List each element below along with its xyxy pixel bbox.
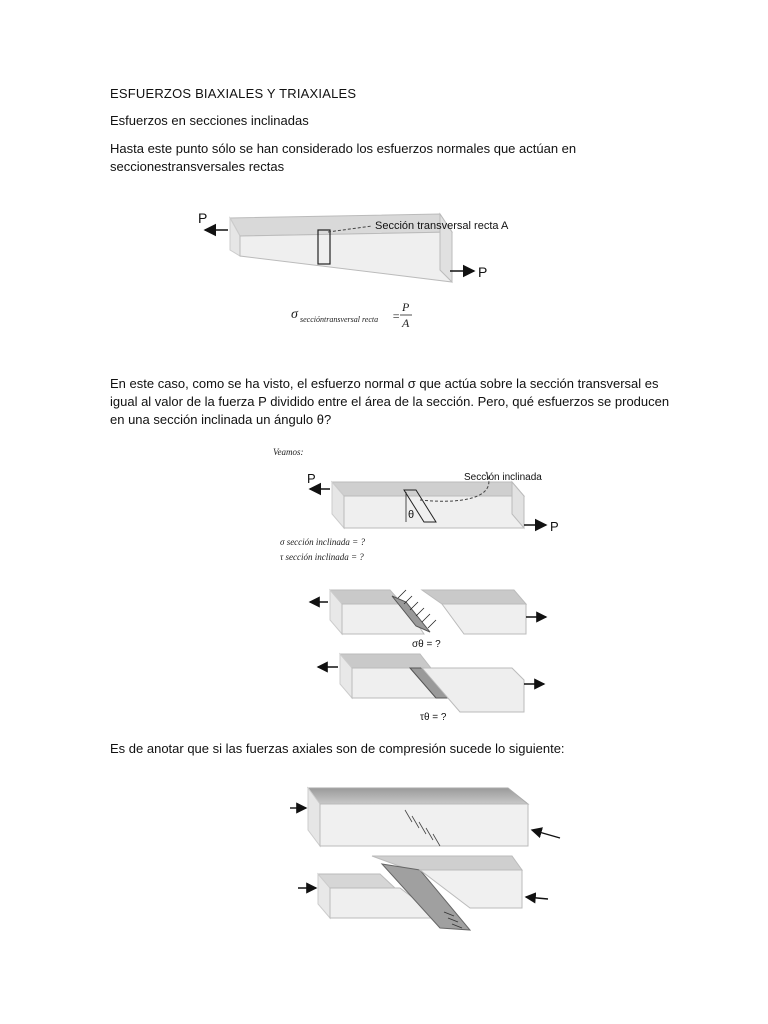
paragraph-compression: Es de anotar que si las fuerzas axiales son de compresión sucede lo siguiente: <box>110 741 565 756</box>
angle-label: θ <box>408 509 415 521</box>
paragraph-explanation: En este caso, como se ha visto, el esfuerzo normal σ que actúa sobre la sección transversal es igual al valor de la fuerza P dividido entre el área de la sección. Pero, qué esfuerzos se producen en una sección inclinada un ángulo θ? <box>110 376 670 427</box>
equation-equals: = <box>392 309 401 323</box>
equation-sigma: σ <box>291 307 298 322</box>
section-subtitle: Esfuerzos en secciones inclinadas <box>110 113 309 128</box>
tau-theta-label: τθ = ? <box>420 712 447 723</box>
right-piece-top <box>422 590 526 604</box>
bar1-top-face <box>308 788 528 804</box>
right-compression-arrow-1 <box>532 830 560 838</box>
intro-text: Veamos: <box>273 447 304 457</box>
figure-compression <box>290 788 560 930</box>
document-title: ESFUERZOS BIAXIALES Y TRIAXIALES <box>110 86 357 101</box>
right-piece-front <box>442 604 526 634</box>
bar-top-face <box>332 482 524 496</box>
force-label-right: P <box>478 264 488 280</box>
right-compression-arrow-2 <box>526 897 548 899</box>
sigma-theta-label: σθ = ? <box>412 639 441 650</box>
section-label: Sección transversal recta A <box>375 220 509 232</box>
equation-denominator: A <box>402 316 410 330</box>
inclined-section-label: Sección inclinada <box>464 472 542 483</box>
force-label-left: P <box>198 210 208 226</box>
bar-front-face <box>240 232 452 282</box>
bar1-front-face <box>320 804 528 846</box>
force-label-right: P <box>550 519 559 534</box>
tau-inclined-line: τ sección inclinada = ? <box>280 552 364 562</box>
force-label-left: P <box>307 471 316 486</box>
sigma-inclined-line: σ sección inclinada = ? <box>280 537 365 547</box>
figure-straight-section <box>198 210 509 330</box>
bar-front-face <box>344 496 524 528</box>
figure-inclined-section <box>273 447 559 723</box>
paragraph-intro: Hasta este punto sólo se han considerado los esfuerzos normales que actúan en seccionestransversales rectas <box>110 141 577 174</box>
equation-subscript: seccióntransversal recta <box>300 315 379 324</box>
equation-numerator: P <box>402 300 410 314</box>
